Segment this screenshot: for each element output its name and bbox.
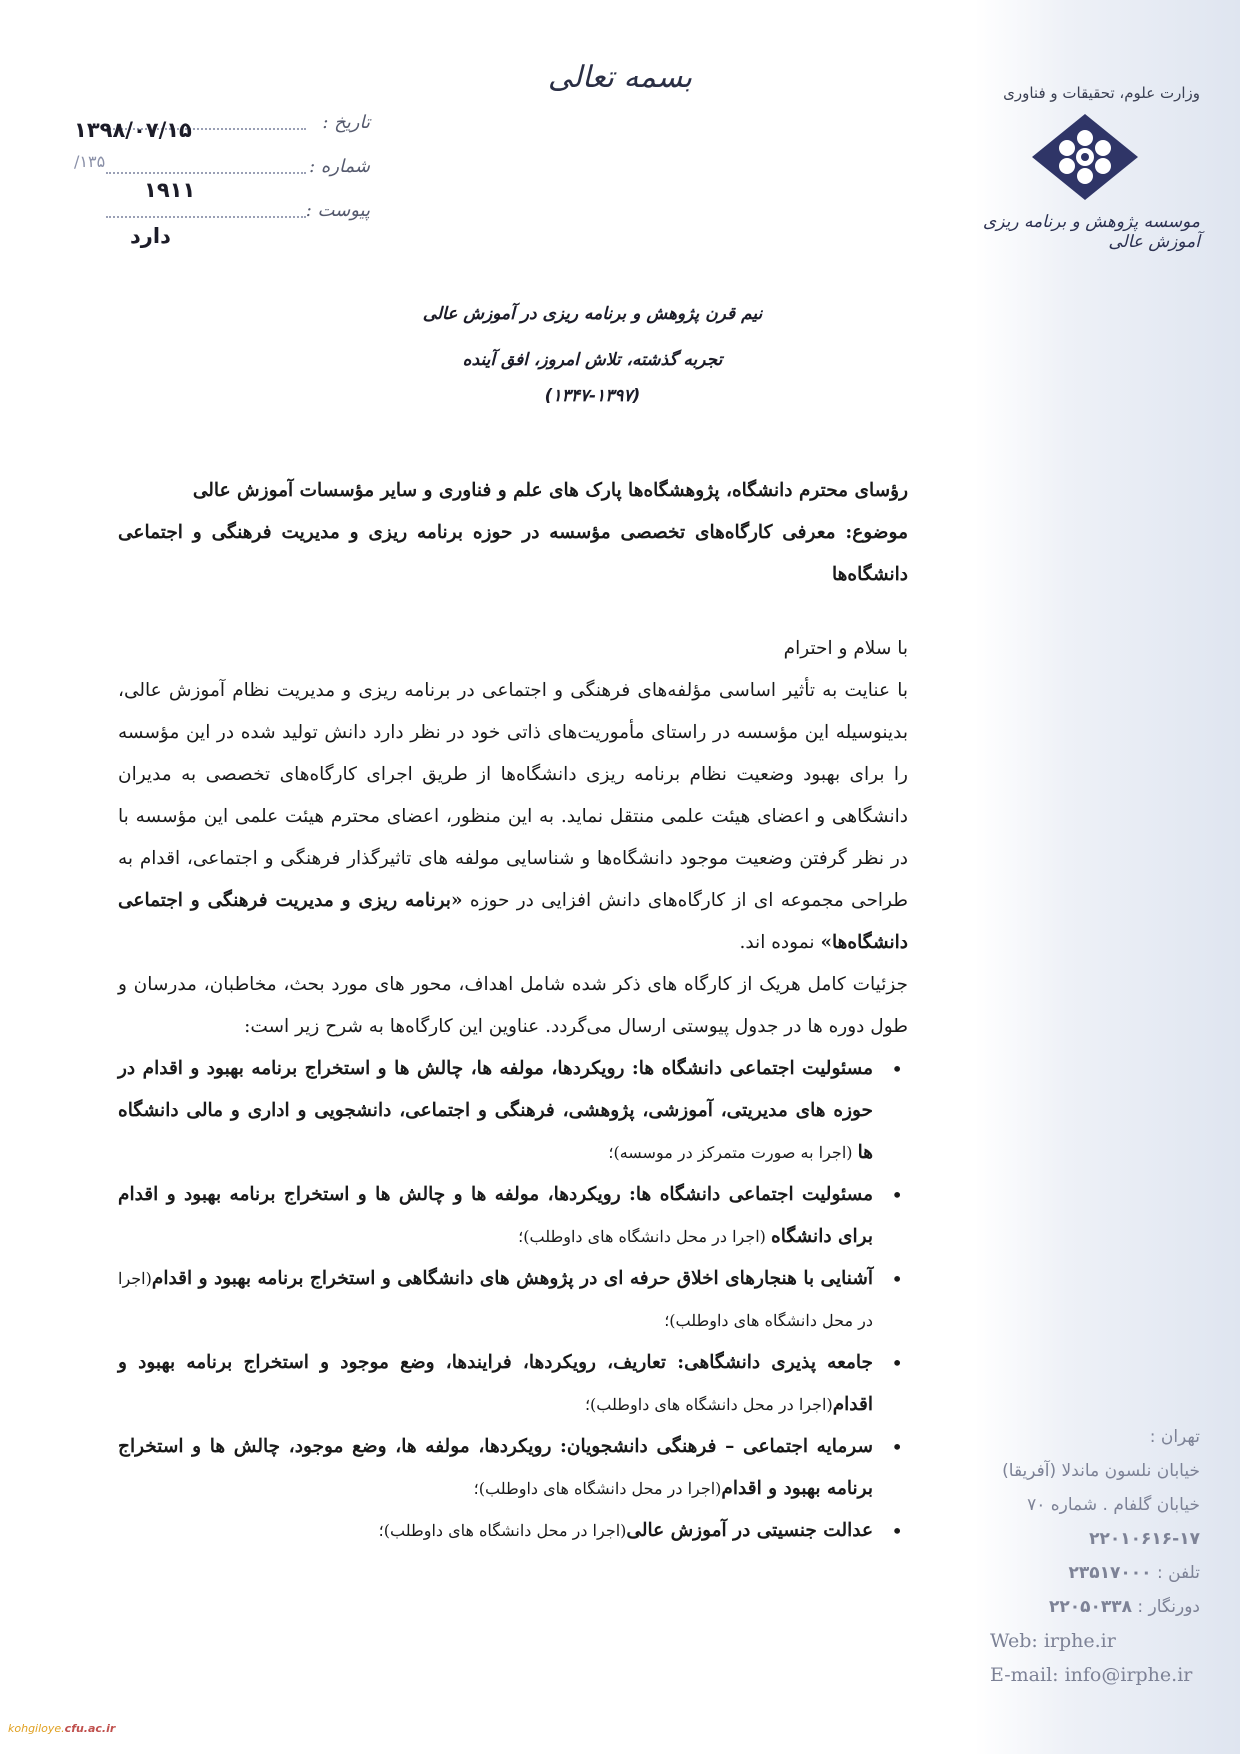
topic-note: (اجرا در محل دانشگاه های داوطلب)؛ bbox=[378, 1521, 627, 1540]
contact-address-1: خیابان نلسون ماندلا (آفریقا) bbox=[1002, 1461, 1200, 1481]
topic-note: (اجرا در محل دانشگاه های داوطلب)؛ bbox=[118, 1269, 873, 1330]
topic-title: مسئولیت اجتماعی دانشگاه ها: رویکردها، مولفه ها، چالش ها و استخراج برنامه بهبود و اقدام در حوزه های مدیریتی، آموزشی، پژوهشی، فرهنگی و اجتماعی، دانشجویی و اداری و مالی دانشگاه ها bbox=[118, 1058, 873, 1163]
contact-email-link[interactable]: E-mail: info@irphe.ir bbox=[990, 1664, 1193, 1686]
contact-web-link[interactable]: Web: irphe.ir bbox=[990, 1630, 1116, 1652]
number-value: ۱۹۱۱ bbox=[144, 178, 196, 202]
contact-phone-1: ۲۲۰۱۰۶۱۶-۱۷ bbox=[1089, 1529, 1200, 1549]
header-line-2: تجربه گذشته، تلاش امروز، افق آینده bbox=[462, 350, 723, 370]
topic-note: (اجرا به صورت متمرکز در موسسه)؛ bbox=[608, 1143, 858, 1162]
anniversary-header bbox=[420, 296, 765, 414]
header-line-3: (۱۳۴۷-۱۳۹۷) bbox=[544, 386, 641, 406]
number-label: شماره : bbox=[309, 156, 370, 177]
number-prefix: ۱۳۵/ bbox=[74, 152, 106, 171]
invocation: بسمه تعالی bbox=[547, 60, 693, 95]
list-item bbox=[118, 1048, 873, 1174]
attachment-label: پیوست : bbox=[305, 200, 370, 221]
ministry-name: وزارت علوم، تحقیقات و فناوری bbox=[1003, 84, 1200, 102]
contact-info bbox=[990, 1420, 1200, 1692]
contact-fax-row bbox=[990, 1590, 1200, 1624]
details-paragraph: جزئیات کامل هریک از کارگاه های ذکر شده شامل اهداف، محور های مورد بحث، مخاطبان، مدرسان و طول دوره ها در جدول پیوستی ارسال می‌گردد. عناوین این کارگاه‌ها به شرح زیر است: bbox=[118, 974, 908, 1037]
source-watermark bbox=[8, 1722, 115, 1735]
workshop-list bbox=[118, 1048, 908, 1552]
watermark-prefix: kohgiloye. bbox=[8, 1722, 65, 1735]
topic-title: مسئولیت اجتماعی دانشگاه ها: رویکردها، مولفه ها و چالش ها و استخراج برنامه بهبود و اقدام برای دانشگاه bbox=[118, 1184, 873, 1247]
list-item bbox=[118, 1258, 873, 1342]
contact-address-2: خیابان گلفام . شماره ۷۰ bbox=[1027, 1495, 1200, 1515]
attachment-value: دارد bbox=[130, 224, 171, 248]
letter-meta bbox=[70, 112, 370, 262]
date-value: ۱۳۹۸/۰۷/۱۵ bbox=[74, 118, 192, 142]
attachment-row bbox=[70, 200, 370, 248]
contact-city: تهران : bbox=[1149, 1427, 1200, 1447]
contact-phone-2: ۲۳۵۱۷۰۰۰ bbox=[1068, 1563, 1152, 1583]
institute-logo-icon bbox=[1030, 112, 1140, 202]
letter-content bbox=[118, 470, 908, 1552]
list-item bbox=[118, 1342, 873, 1426]
date-label: تاریخ : bbox=[322, 112, 370, 133]
topic-title: سرمایه اجتماعی – فرهنگی دانشجویان: رویکردها، مولفه ها، وضع موجود، چالش ها و استخراج برنامه بهبود و اقدام bbox=[118, 1436, 873, 1499]
contact-phone-row bbox=[990, 1556, 1200, 1590]
watermark-suffix: cfu.ac.ir bbox=[64, 1722, 116, 1735]
topic-note: (اجرا در محل دانشگاه های داوطلب)؛ bbox=[473, 1479, 722, 1498]
contact-fax-label: دورنگار : bbox=[1137, 1597, 1200, 1617]
topic-note: (اجرا در محل دانشگاه های داوطلب)؛ bbox=[518, 1227, 771, 1246]
addressee: رؤسای محترم دانشگاه، پژوهشگاه‌ها پارک های علم و فناوری و سایر مؤسسات آموزش عالی bbox=[192, 480, 908, 501]
attachment-dots bbox=[106, 216, 306, 218]
number-dots bbox=[106, 172, 306, 174]
contact-fax: ۲۲۰۵۰۳۳۸ bbox=[1048, 1597, 1132, 1617]
number-row bbox=[70, 152, 370, 202]
topic-title: جامعه پذیری دانشگاهی: تعاریف، رویکردها، فرایندها، وضع موجود و استخراج برنامه بهبود و اقدام bbox=[118, 1352, 873, 1415]
list-item bbox=[118, 1510, 873, 1552]
list-item bbox=[118, 1174, 873, 1258]
institute-name: موسسه پژوهش و برنامه ریزی آموزش عالی bbox=[982, 212, 1200, 252]
topic-title: آشنایی با هنجارهای اخلاق حرفه ای در پژوهش های دانشگاهی و استخراج برنامه بهبود و اقدام bbox=[151, 1268, 873, 1289]
list-item bbox=[118, 1426, 873, 1510]
body-bold: «برنامه ریزی و مدیریت فرهنگی و اجتماعی دانشگاه‌ها» bbox=[118, 890, 908, 953]
contact-phone-label: تلفن : bbox=[1156, 1563, 1200, 1583]
body-paragraph bbox=[118, 670, 908, 964]
greeting: با سلام و احترام bbox=[783, 638, 908, 659]
header-line-1: نیم قرن پژوهش و برنامه ریزی در آموزش عالی bbox=[422, 304, 763, 324]
topic-title: عدالت جنسیتی در آموزش عالی bbox=[626, 1520, 873, 1541]
date-row bbox=[70, 112, 370, 152]
body-text: با عنایت به تأثیر اساسی مؤلفه‌های فرهنگی و اجتماعی در برنامه ریزی و مدیریت نظام آموزش عالی، بدینوسیله این مؤسسه در راستای مأموریت‌های ذاتی خود در نظر دارد دانش تولید شده در این مؤسسه را برای بهبود وضعیت نظام برنامه ریزی دانشگاه‌ها از طریق اجرای کارگاه‌های تخصصی به مدیران دانشگاهی و اعضای هیئت علمی منتقل نماید. به این منظور، اعضای محترم هیئت علمی این مؤسسه با در نظر گرفتن وضعیت موجود دانشگاه‌ها و شناسایی مولفه های تاثیرگذار فرهنگی و اجتماعی، اقدام به طراحی مجموعه ای از کارگاه‌های دانش افزایی در حوزه bbox=[118, 680, 908, 911]
subject: موضوع: معرفی کارگاه‌های تخصصی مؤسسه در حوزه برنامه ریزی و مدیریت فرهنگی و اجتماعی دانشگاه‌ها bbox=[118, 522, 908, 585]
topic-note: (اجرا در محل دانشگاه های داوطلب)؛ bbox=[584, 1395, 833, 1414]
body-end: نموده اند. bbox=[739, 932, 821, 953]
